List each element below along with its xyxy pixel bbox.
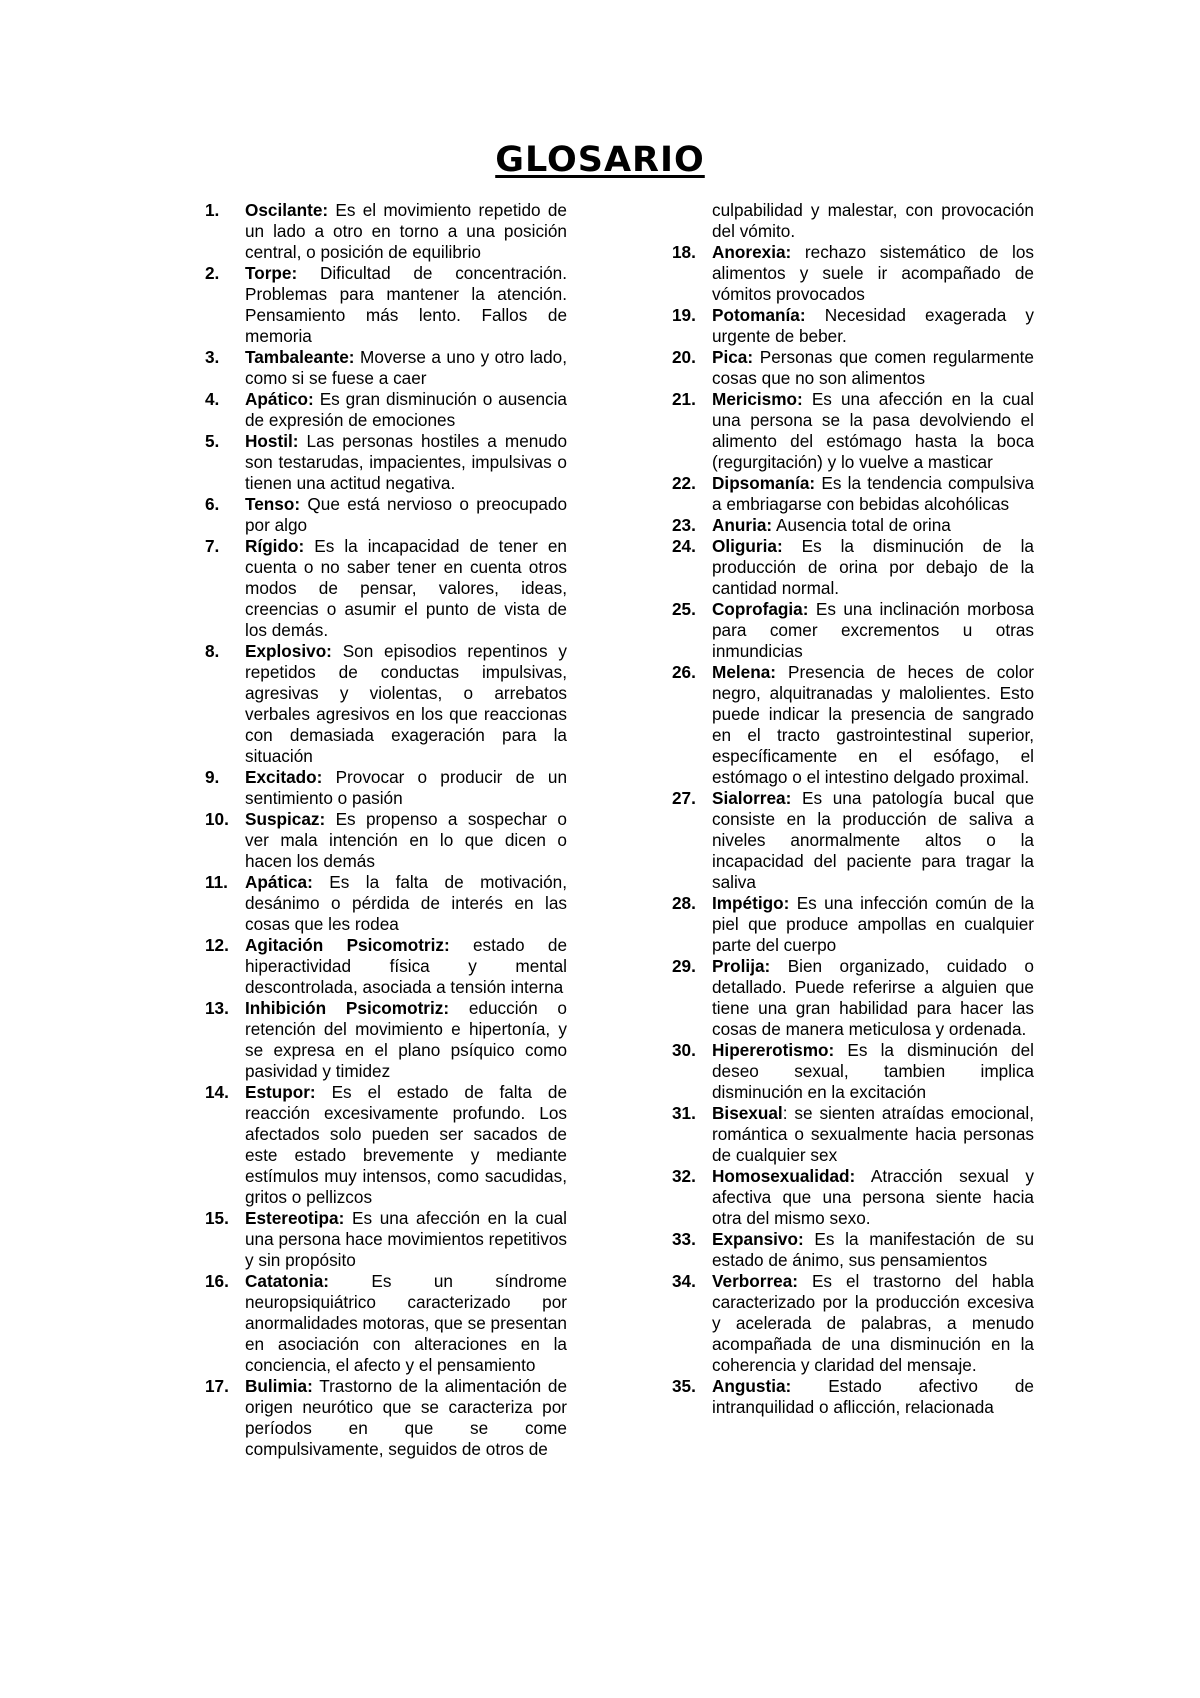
entry-number: 5. [205,431,220,451]
entry-number: 17. [205,1376,229,1396]
glossary-entry [672,956,1034,1040]
entry-definition: rechazo sistemático de los alimentos y suele ir acompañado de vómitos provocados [712,242,1035,304]
entry-term: Oliguria: [712,536,783,556]
entry-definition: educción o retención del movimiento e hipertonía, y se expresa en el plano psíquico como pasividad y timidez [245,998,567,1081]
entry-number: 34. [672,1271,696,1291]
entry-number: 21. [672,389,696,409]
entry-term: Apático: [245,389,314,409]
entry-number: 12. [205,935,229,955]
entry-term: Bisexual [712,1103,783,1123]
entry-definition: Es el trastorno del habla caracterizado por la producción excesiva y acelerada de palabras, a menudo acompañada de una disminución en la coherencia y claridad del mensaje. [712,1271,1034,1375]
entry-definition: Es la incapacidad de tener en cuenta o no saber tener en cuenta otros modos de pensar, valores, ideas, creencias o asumir el punto de vista de los demás. [245,536,567,640]
entry-number: 27. [672,788,696,808]
glossary-entry [205,809,567,872]
entry-number: 20. [672,347,696,367]
entry-term: Torpe: [245,263,298,283]
glossary-entry [205,1376,567,1460]
entry-definition: : se sienten atraídas emocional, romántica o sexualmente hacia personas de cualquier sex [712,1103,1034,1165]
entry-term: Sialorrea: [712,788,792,808]
glossary-entry [672,347,1034,389]
glossary-entry [205,431,567,494]
entry-term: Tenso: [245,494,301,514]
glossary-entry [672,893,1034,956]
entry-term: Anuria: [712,515,773,535]
entry-definition: Es propenso a sospechar o ver mala intención en lo que dicen o hacen los demás [245,809,567,871]
entry-number: 32. [672,1166,696,1186]
glossary-entry [205,200,567,263]
glossary-entry [205,494,567,536]
entry-definition: Atracción sexual y afectiva que una persona siente hacia otra del mismo sexo. [712,1166,1034,1228]
entry-term: Homosexualidad: [712,1166,856,1186]
continuation-text [672,200,1034,242]
entry-number: 4. [205,389,220,409]
entry-definition: Son episodios repentinos y repetidos de conductas impulsivas, agresivas y violentas, o arrebatos verbales agresivos en los que reaccionas con demasiada exageración para la situación [245,641,568,766]
glossary-entry [205,1082,567,1208]
entry-number: 10. [205,809,229,829]
entry-term: Oscilante: [245,200,329,220]
glossary-entry [672,599,1034,662]
entry-term: Prolija: [712,956,771,976]
glossary-entry [205,641,567,767]
glossary-entry [672,536,1034,599]
entry-number: 9. [205,767,220,787]
entry-number: 13. [205,998,229,1018]
entry-term: Estereotipa: [245,1208,345,1228]
entry-definition: Es la disminución de la producción de orina por debajo de la cantidad normal. [712,536,1034,598]
entry-number: 28. [672,893,696,913]
entry-number: 24. [672,536,696,556]
entry-term: Mericismo: [712,389,803,409]
entry-term: Melena: [712,662,776,682]
glossary-entry [672,1103,1034,1166]
entry-definition: Bien organizado, cuidado o detallado. Puede referirse a alguien que tiene una gran habilidad para hacer las cosas de manera meticulosa y ordenada. [712,956,1034,1039]
glossary-entry [205,389,567,431]
entry-number: 7. [205,536,220,556]
entry-term: Apática: [245,872,313,892]
glossary-entry [672,1040,1034,1103]
glossary-left-column [205,200,567,1460]
page-title: GLOSARIO [495,140,705,180]
glossary-entry [672,515,1034,536]
entry-term: Coprofagia: [712,599,809,619]
glossary-entry [205,998,567,1082]
entry-definition: Es la falta de motivación, desánimo o pérdida de interés en las cosas que les rodea [245,872,567,934]
entry-term: Catatonia: [245,1271,330,1291]
entry-number: 8. [205,641,220,661]
entry-term: Impétigo: [712,893,790,913]
entry-number: 30. [672,1040,696,1060]
entry-definition: Es una afección en la cual una persona hace movimientos repetitivos y sin propósito [245,1208,568,1270]
entry-term: Tambaleante: [245,347,355,367]
entry-term: Expansivo: [712,1229,804,1249]
entry-term: Hostil: [245,431,299,451]
entry-term: Rígido: [245,536,305,556]
entry-number: 6. [205,494,220,514]
entry-definition: Es el movimiento repetido de un lado a otro en torno a una posición central, o posición de equilibrio [245,200,567,262]
entry-definition: Personas que comen regularmente cosas que no son alimentos [712,347,1034,388]
glossary-entry [672,242,1034,305]
glossary-entry [205,1208,567,1271]
entry-definition: Presencia de heces de color negro, alquitranadas y malolientes. Esto puede indicar la presencia de sangrado en el tracto gastrointestinal superior, específicamente en el esófago, el estómago o el intestino delgado proximal. [712,662,1034,787]
entry-number: 15. [205,1208,229,1228]
glossary-entry [205,1271,567,1376]
glossary-entry [205,536,567,641]
entry-number: 2. [205,263,220,283]
entry-definition: Ausencia total de orina [775,515,951,535]
glossary-entry [672,1229,1034,1271]
entry-definition: Provocar o producir de un sentimiento o pasión [245,767,568,808]
entry-number: 11. [205,872,228,892]
entry-definition: Es la disminución del deseo sexual, tambien implica disminución en la excitación [712,1040,1034,1102]
entry-term: Pica: [712,347,754,367]
entry-definition: Necesidad exagerada y urgente de beber. [712,305,1034,346]
glossary-entry [205,872,567,935]
glossary-entry [672,1376,1034,1418]
entry-definition: Trastorno de la alimentación de origen neurótico que se caracteriza por períodos en que se come compulsivamente, seguidos de otros de [245,1376,567,1459]
glossary-entry [672,389,1034,473]
entry-definition: Que está nervioso o preocupado por algo [245,494,568,535]
entry-term: Suspicaz: [245,809,326,829]
entry-definition: Es una patología bucal que consiste en la producción de saliva a niveles anormalmente altos o la incapacidad del paciente para tragar la saliva [712,788,1034,892]
entry-definition: estado de hiperactividad física y mental descontrolada, asociada a tensión interna [245,935,567,997]
glossary-entry [205,347,567,389]
glossary-entry [205,263,567,347]
entry-number: 26. [672,662,696,682]
entry-number: 25. [672,599,696,619]
entry-number: 1. [205,200,220,220]
entry-number: 22. [672,473,696,493]
entry-term: Anorexia: [712,242,792,262]
entry-number: 29. [672,956,696,976]
entry-term: Inhibición Psicomotriz: [245,998,450,1018]
entry-term: Estupor: [245,1082,316,1102]
entry-number: 33. [672,1229,696,1249]
entry-number: 16. [205,1271,229,1291]
entry-definition: Es un síndrome neuropsiquiátrico caracterizado por anormalidades motoras, que se presentan en asociación con alteraciones en la conciencia, el afecto y el pensamiento [245,1271,567,1375]
glossary-right-column [672,200,1034,1418]
glossary-entry [672,305,1034,347]
entry-number: 18. [672,242,696,262]
glossary-entry [672,473,1034,515]
entry-number: 31. [672,1103,696,1123]
entry-number: 19. [672,305,696,325]
entry-term: Agitación Psicomotriz: [245,935,450,955]
glossary-entry [205,767,567,809]
entry-definition: Es una afección en la cual una persona se la pasa devolviendo el alimento del estómago hasta la boca (regurgitación) y lo vuelve a masticar [712,389,1034,472]
entry-term: Verborrea: [712,1271,798,1291]
entry-definition: Es el estado de falta de reacción excesivamente profundo. Los afectados solo pueden ser sacados de este estado brevemente y mediante estímulos muy intensos, como sacudidas, gritos o pellizcos [245,1082,567,1207]
entry-number: 14. [205,1082,229,1102]
glossary-entry [205,935,567,998]
entry-definition: Es la tendencia compulsiva a embriagarse con bebidas alcohólicas [712,473,1034,514]
entry-number: 3. [205,347,220,367]
entry-definition: Dificultad de concentración. Problemas para mantener la atención. Pensamiento más lento. Fallos de memoria [245,263,567,346]
glossary-entry [672,788,1034,893]
entry-term: Potomanía: [712,305,806,325]
entry-definition: Estado afectivo de intranquilidad o aflicción, relacionada [712,1376,1034,1417]
entry-term: Explosivo: [245,641,332,661]
glossary-entry [672,1271,1034,1376]
entry-definition: Es una inclinación morbosa para comer excrementos u otras inmundicias [712,599,1035,661]
entry-definition: Es la manifestación de su estado de ánimo, sus pensamientos [712,1229,1034,1270]
entry-term: Bulimia: [245,1376,313,1396]
entry-definition: Es gran disminución o ausencia de expresión de emociones [245,389,567,430]
entry-definition: Moverse a uno y otro lado, como si se fuese a caer [245,347,568,388]
continuation-text-content: culpabilidad y malestar, con provocación del vómito. [712,200,1034,241]
glossary-entry [672,1166,1034,1229]
entry-term: Hipererotismo: [712,1040,835,1060]
glossary-entry [672,662,1034,788]
entry-definition: Las personas hostiles a menudo son testarudas, impacientes, impulsivas o tienen una actitud negativa. [245,431,568,493]
entry-number: 35. [672,1376,696,1396]
entry-term: Dipsomanía: [712,473,816,493]
entry-definition: Es una infección común de la piel que produce ampollas en cualquier parte del cuerpo [712,893,1035,955]
entry-number: 23. [672,515,696,535]
entry-term: Angustia: [712,1376,792,1396]
entry-term: Excitado: [245,767,323,787]
